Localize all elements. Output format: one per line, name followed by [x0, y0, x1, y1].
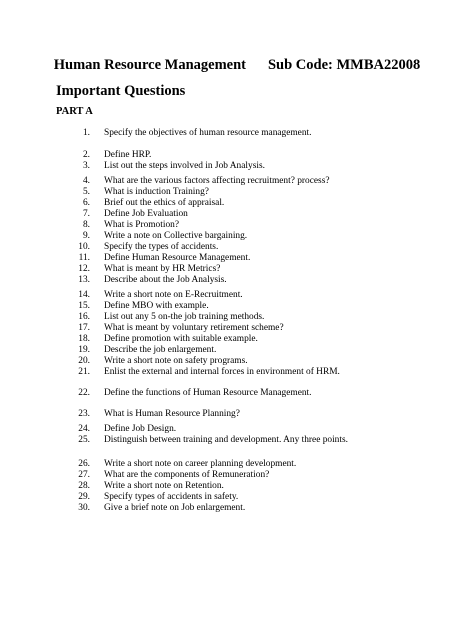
- question-number: 16.: [78, 312, 90, 322]
- question-number: 24.: [78, 424, 90, 434]
- question-text: Define the functions of Human Resource Management.: [104, 388, 312, 398]
- question-number: 25.: [78, 435, 90, 445]
- question-text: Define MBO with example.: [104, 301, 209, 311]
- question-text: Specify types of accidents in safety.: [104, 492, 239, 502]
- question-number: 14.: [78, 290, 90, 300]
- question-text: Write a short note on E-Recruitment.: [104, 290, 243, 300]
- question-text: Define HRP.: [104, 150, 152, 160]
- question-text: Describe about the Job Analysis.: [104, 275, 227, 285]
- question-number: 7.: [82, 209, 90, 219]
- question-text: What are the various factors affecting recruitment? process?: [104, 176, 330, 186]
- question-number: 21.: [78, 367, 90, 377]
- question-text: Distinguish between training and development. Any three points.: [104, 435, 348, 445]
- question-number: 4.: [82, 176, 90, 186]
- subject-title: Human Resource Management: [53, 57, 246, 73]
- question-text: Specify the types of accidents.: [104, 242, 219, 252]
- question-number: 29.: [78, 492, 90, 502]
- question-text: List out any 5 on-the job training methods.: [104, 312, 265, 322]
- question-number: 23.: [78, 409, 90, 419]
- question-number: 3.: [82, 161, 90, 171]
- question-number: 6.: [82, 198, 90, 208]
- question-text: Brief out the ethics of appraisal.: [104, 198, 225, 208]
- question-number: 26.: [78, 459, 90, 469]
- question-text: Define promotion with suitable example.: [104, 334, 258, 344]
- question-number: 13.: [78, 275, 90, 285]
- question-number: 12.: [78, 264, 90, 274]
- part-heading: PART A: [56, 106, 93, 117]
- question-text: What is Human Resource Planning?: [104, 409, 240, 419]
- question-text: What is meant by HR Metrics?: [104, 264, 221, 274]
- question-text: Specify the objectives of human resource management.: [104, 128, 312, 138]
- question-text: What are the components of Remuneration?: [104, 470, 270, 480]
- question-text: Define Human Resource Management.: [104, 253, 251, 263]
- question-text: Give a brief note on Job enlargement.: [104, 503, 246, 513]
- question-number: 19.: [78, 345, 90, 355]
- question-number: 8.: [82, 220, 90, 230]
- question-text: Write a short note on safety programs.: [104, 356, 248, 366]
- question-number: 22.: [78, 388, 90, 398]
- question-number: 11.: [78, 253, 90, 263]
- subject-code: Sub Code: MMBA22008: [267, 57, 421, 73]
- question-text: Write a note on Collective bargaining.: [104, 231, 248, 241]
- page-title: [0, 57, 474, 74]
- question-number: 20.: [78, 356, 90, 366]
- question-text: Write a short note on Retention.: [104, 481, 224, 491]
- question-number: 28.: [78, 481, 90, 491]
- question-number: 15.: [78, 301, 90, 311]
- question-text: List out the steps involved in Job Analysis.: [104, 161, 265, 171]
- question-text: What is Promotion?: [104, 220, 179, 230]
- question-number: 1.: [82, 128, 90, 138]
- question-number: 17.: [78, 323, 90, 333]
- question-text: Write a short note on career planning development.: [104, 459, 297, 469]
- question-number: 30.: [78, 503, 90, 513]
- question-number: 27.: [78, 470, 90, 480]
- question-number: 18.: [78, 334, 90, 344]
- question-text: What is meant by voluntary retirement scheme?: [104, 323, 284, 333]
- question-text: What is induction Training?: [104, 187, 209, 197]
- question-number: 10.: [78, 242, 90, 252]
- question-text: Enlist the external and internal forces in environment of HRM.: [104, 367, 340, 377]
- section-heading: Important Questions: [56, 83, 186, 99]
- question-text: Describe the job enlargement.: [104, 345, 217, 355]
- question-number: 5.: [82, 187, 90, 197]
- question-text: Define Job Design.: [104, 424, 177, 434]
- question-number: 2.: [82, 150, 90, 160]
- question-number: 9.: [82, 231, 90, 241]
- question-text: Define Job Evaluation: [104, 209, 188, 219]
